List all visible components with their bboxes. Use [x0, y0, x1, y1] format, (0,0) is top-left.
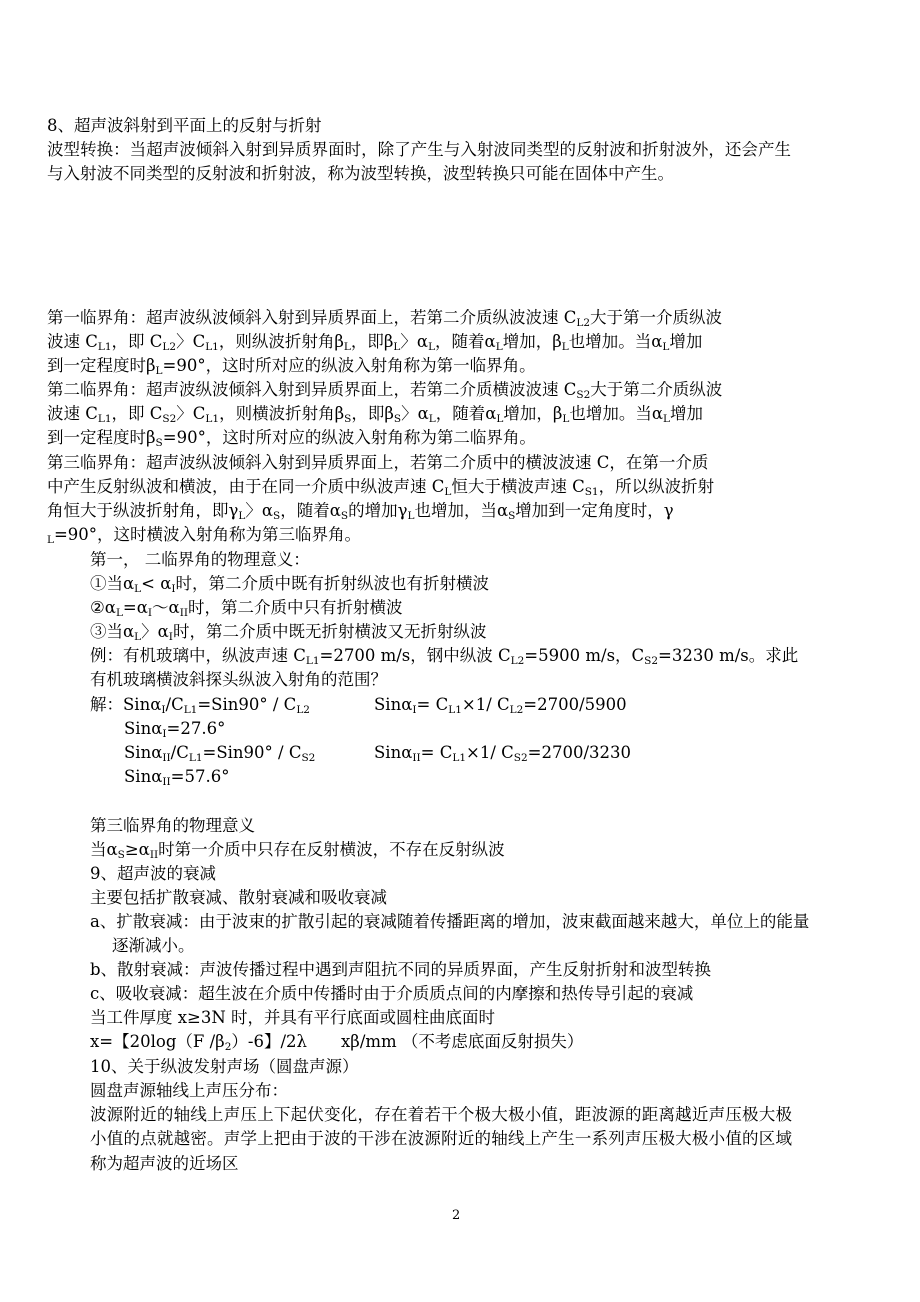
near-field-paragraph: 波源附近的轴线上声压上下起伏变化，存在着若干个极大极小值，距波源的距离越近声压极大极小值的点就越密。声学上把由于波的干涉在波源附近的轴线上产生一系列声压极大极小值的区域称为超声波的近场区: [90, 1105, 792, 1173]
thickness-condition: 当工件厚度 x≥3N 时，并具有平行底面或圆柱曲底面时: [90, 1008, 496, 1027]
example-line-2: 有机玻璃横波斜探头纵波入射角的范围？: [90, 670, 387, 689]
meaning-item-2: $②\alpha_L=\alpha_I\sim\alpha_{II}$时，第二介质中只有折射横波: [90, 598, 403, 619]
attenuation-intro: 主要包括扩散衰减、散射衰减和吸收衰减: [90, 888, 387, 907]
attenuation-c: c、吸收衰减：超生波在介质中传播时由于介质质点间的内摩擦和热传导引起的衰减: [90, 984, 694, 1003]
section-9-title: 9、超声波的衰减: [90, 864, 216, 883]
meaning-3-line: 当$\alpha_S\ge\alpha_{II}$时第一介质中只存在反射横波，不存在反射纵波: [90, 840, 505, 861]
solution-line-4: Sinα$_{II}$=57.6°: [124, 767, 230, 788]
document-page: 8、超声波斜射到平面上的反射与折射 波型转换：当超声波倾斜入射到异质界面时，除了产生与入射波同类型的反射波和折射波外，还会产生与入射波不同类型的反射波和折射波，称为波型转换，波型转换只可能在固体中产生。 第一临界角：超声波纵波倾斜入射到异质界面上，若第二介质纵波波速 $C_{L2}$大于第一介质纵波 波速 $C_{L1}$，即 $C_{L2}$〉$C_{L1}$，则纵波折射角$\beta_L$，即$\beta_L$〉$\alpha_L$，随着$\alpha_L$增加，$\beta_L$也增加。当$\alpha_L$增加 到一定程度时$\beta_L=90^\circ$，这时所对应的纵波入射角称为第一临界角。 第二临界角：超声波纵波倾斜入射到异质界面上，若第二介质横波波速 $C_{S2}$大于第二介质纵波 波速 $C_{L1}$，即 $C_{S2}$〉$C_{L1}$，则横波折射角$\beta_S$，即$\beta_S$〉$\alpha_L$，随着$\alpha_L$增加，$\beta_L$也增加。当$\alpha_L$增加 到一定程度时$\beta_S=90^\circ$，这时所对应的纵波入射角称为第二临界角。 第三临界角：超声波纵波倾斜入射到异质界面上，若第二介质中的横波波速 C，在第一介质 中产生反射纵波和横波，由于在同一介质中纵波声速 $C_L$恒大于横波声速 $C_{S1}$，所以纵波折射 角恒大于纵波折射角，即$\gamma_L$〉$\alpha_S$，随着$\alpha_S$的增加$\gamma_L$也增加，当$\alpha_S$增加到一定角度时，γ $_L$=90°，这时横波入射角称为第三临界角。 第一， 二临界角的物理意义： ①当$\alpha_L< \alpha_I$时，第二介质中既有折射纵波也有折射横波 $②\alpha_L=\alpha_I\sim\alpha_{II}$时，第二介质中只有折射横波 ③当$\alpha_L$〉$\alpha_I$时，第二介质中既无折射横波又无折射纵波 例：有机玻璃中，纵波声速 $C_{L1}=2700$ m/s，钢中纵波 $C_{L2}=5900$ m/s，$C_{S2}=3230$ m/s。求此 有机玻璃横波斜探头纵波入射角的范围？ 解：$Sin\alpha_I/C_{L1}=Sin90^\circ / C_{L2}$ $Sin\alpha_I= C_{L1}\times 1/$ $C_{L2}=2700/5900$ Sinα$_I$=27.6° $Sin\alpha_{II}/C_{L1}=Sin90^\circ / C_{S2}$ $Sin\alpha_{II}= C_{L1}\times 1/$ $C_{S2}=2700/3230$ Sinα$_{II}$=57.6° 第三临界角的物理意义 当$\alpha_S\ge\alpha_{II}$时第一介质中只存在反射横波，不存在反射纵波 9、超声波的衰减 主要包括扩散衰减、散射衰减和吸收衰减 a、扩散衰减：由于波束的扩散引起的衰减随着传播距离的增加，波束截面越来越大，单位上的能量逐渐减小。 b、散射衰减：声波传播过程中遇到声阻抗不同的异质界面，产生反射折射和波型转换 c、吸收衰减：超生波在介质中传播时由于介质质点间的内摩擦和热传导引起的衰减 当工件厚度 x≥3N 时，并具有平行底面或圆柱曲底面时 x=【20log（F $/\beta_2)-6$】/2λ xβ/mm （不考虑底面反射损失） 10、关于纵波发射声场（圆盘声源） 圆盘声源轴线上声压分布： 波源附近的轴线上声压上下起伏变化，存在着若干个极大极小值，距波源的距离越近声压极大极小值的点就越密。声学上把由于波的干涉在波源附近的轴线上产生一系列声压极大极小值的区域称为超声波的近场区 2: [0, 0, 920, 1302]
solution-line-3: $Sin\alpha_{II}/C_{L1}=Sin90^\circ / C_{S2}$: [124, 743, 316, 764]
section-10-subtitle: 圆盘声源轴线上声压分布：: [90, 1081, 288, 1100]
attenuation-a: a、扩散衰减：由于波束的扩散引起的衰减随着传播距离的增加，波束截面越来越大，单位上的能量逐渐减小。: [90, 912, 810, 956]
meaning-item-1: ①当$\alpha_L< \alpha_I$时，第二介质中既有折射纵波也有折射横波: [90, 574, 490, 595]
meaning-12-title: 第一， 二临界角的物理意义：: [90, 550, 310, 569]
meaning-3-title: 第三临界角的物理意义: [90, 816, 255, 835]
example-line-1: 例：有机玻璃中，纵波声速 $C_{L1}=2700$ m/s，钢中纵波 $C_{L2}=5900$ m/s，$C_{S2}=3230$ m/s。求此: [90, 646, 799, 667]
solution-line-1-right: $Sin\alpha_I= C_{L1}\times 1/$ $C_{L2}=2700/5900$: [374, 695, 627, 716]
mode-conversion-paragraph: 波型转换：当超声波倾斜入射到异质界面时，除了产生与入射波同类型的反射波和折射波外，还会产生与入射波不同类型的反射波和折射波，称为波型转换，波型转换只可能在固体中产生。: [47, 140, 791, 184]
meaning-item-3: ③当$\alpha_L$〉$\alpha_I$时，第二介质中既无折射横波又无折射纵波: [90, 622, 487, 643]
attenuation-formula: x=【20log（F $/\beta_2)-6$】/2λ xβ/mm （不考虑底面反射损失）: [90, 1032, 584, 1053]
solution-line-3-right: $Sin\alpha_{II}= C_{L1}\times 1/$ $C_{S2}=2700/3230$: [374, 743, 632, 764]
section-8-title: 8、超声波斜射到平面上的反射与折射: [47, 116, 322, 135]
attenuation-b: b、散射衰减：声波传播过程中遇到声阻抗不同的异质界面，产生反射折射和波型转换: [90, 960, 712, 979]
section-10-title: 10、关于纵波发射声场（圆盘声源）: [90, 1057, 359, 1076]
solution-line-1: 解：$Sin\alpha_I/C_{L1}=Sin90^\circ / C_{L2}$: [90, 695, 310, 716]
solution-line-2: Sinα$_I$=27.6°: [124, 719, 226, 740]
page-number: 2: [452, 1208, 461, 1223]
